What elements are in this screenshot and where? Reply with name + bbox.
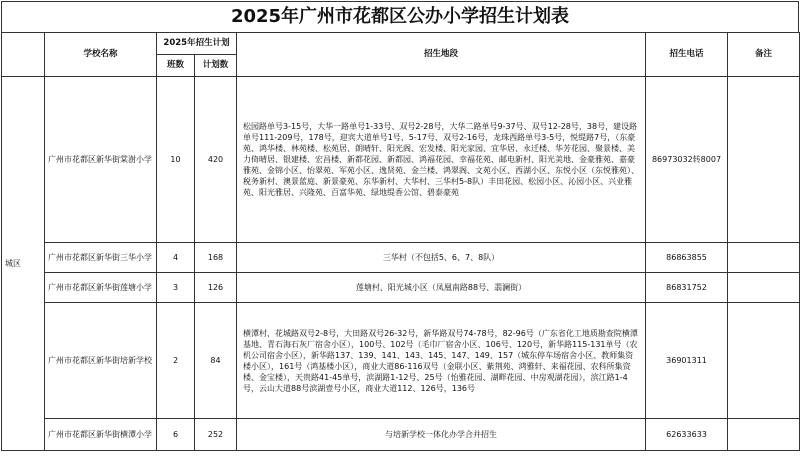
header-planned: 计划数: [195, 55, 237, 77]
header-area: 招生地段: [237, 33, 646, 77]
class-count: 3: [157, 273, 195, 303]
notes-cell: [728, 303, 800, 419]
planned-count: 252: [195, 419, 237, 451]
school-name: 广州市花都区新华街莲塘小学: [45, 273, 157, 303]
notes-cell: [728, 419, 800, 451]
table-row: [2, 303, 800, 419]
region-cell: 城区: [2, 77, 45, 451]
enrollment-area: 松园路单号3-15号，大华一路单号1-33号、双号2-28号，大华二路单号9-37号、双号12-28号，38号，建设路单号111-209号，178号，迎宾大道单号1号、5-17号、双号2-16号，龙珠西路单号3-5号，悦缇路7号，（东豪苑、鸿华楼、林苑楼、松苑居、朗晴轩、阳光阁、宏发楼、阳光家园、宜华居、永迁楼、华芳花园、聚景楼、美力倚晴居、银建楼、宏昌楼、新都花园、新都园、鸿福花园、幸福花苑、邮电新村、阳光美地、金豪雅苑、嘉豪雅苑、金锦小区、怡翠苑、军苑小区、逸贤苑、金兰楼、鸿翠阁、文苑小区、西湖小区、东悦小区（东悦雅苑）、税务新村、澳景蓝庭、新景豪苑、东华新村、大华村、三华村5-8队）丰田花园、松园小区、沁园小区、兴业雅苑、阳光雅居、兴隆苑、百富华苑、绿地缇香公馆、碧泰豪苑: [237, 77, 646, 243]
enrollment-phone: 86973032转8007: [646, 77, 728, 243]
planned-count: 84: [195, 303, 237, 419]
class-count: 4: [157, 243, 195, 273]
header-plan: 2025年招生计划: [157, 33, 237, 55]
enrollment-phone: 62633633: [646, 419, 728, 451]
class-count: 6: [157, 419, 195, 451]
header-school: 学校名称: [45, 33, 157, 77]
school-name: 广州市花都区新华街横潭小学: [45, 419, 157, 451]
enrollment-phone: 36901311: [646, 303, 728, 419]
header-row: [2, 33, 800, 55]
table-row: [2, 419, 800, 451]
enrollment-area: 莲塘村、阳光城小区（凤凰南路88号、翡澜街）: [237, 273, 646, 303]
class-count: 10: [157, 77, 195, 243]
enrollment-area: 三华村（不包括5、6、7、8队）: [237, 243, 646, 273]
notes-cell: [728, 243, 800, 273]
school-name: 广州市花都区新华街棠澍小学: [45, 77, 157, 243]
header-notes: 备注: [728, 33, 800, 77]
header-phone: 招生电话: [646, 33, 728, 77]
plan-document: [1, 1, 799, 471]
header-classes: 班数: [157, 55, 195, 77]
planned-count: 420: [195, 77, 237, 243]
enrollment-phone: 86863855: [646, 243, 728, 273]
table-row: [2, 77, 800, 243]
notes-cell: [728, 273, 800, 303]
enrollment-area: 与培新学校一体化办学合并招生: [237, 419, 646, 451]
enrollment-area: 横潭村，花城路双号2-8号，大田路双号26-32号，新华路双号74-78号，82-96号（广东省化工地质勘查院横潭基地、青石海石灰厂宿舍小区），100号、102号（毛巾厂宿舍小区、106号、120号，新华路115-131单号（农机公司宿舍小区），新华路137、139、141、143、145、147、149、157（城东停车场宿舍小区、教师集资楼小区），161号（鸿基楼小区），商业大道86-116双号（金联小区、紫荆苑、鸿雅轩、来福花园、农科所集资楼、金宝楼），天贵路41-45单号，滨湖路1-12号、25号（怡雅花园、湖畔花园、中房观湖花园），滨江路1-4号，云山大道88号滨湖壹号小区，商业大道112、126号，136号: [237, 303, 646, 419]
table-row: [2, 243, 800, 273]
school-name: 广州市花都区新华街培新学校: [45, 303, 157, 419]
planned-count: 168: [195, 243, 237, 273]
enrollment-table: [1, 32, 800, 451]
table-row: [2, 273, 800, 303]
planned-count: 126: [195, 273, 237, 303]
notes-cell: [728, 77, 800, 243]
school-name: 广州市花都区新华街三华小学: [45, 243, 157, 273]
page-title: 2025年广州市花都区公办小学招生计划表: [1, 1, 799, 32]
enrollment-phone: 86831752: [646, 273, 728, 303]
blank-header: [2, 33, 45, 77]
class-count: 2: [157, 303, 195, 419]
